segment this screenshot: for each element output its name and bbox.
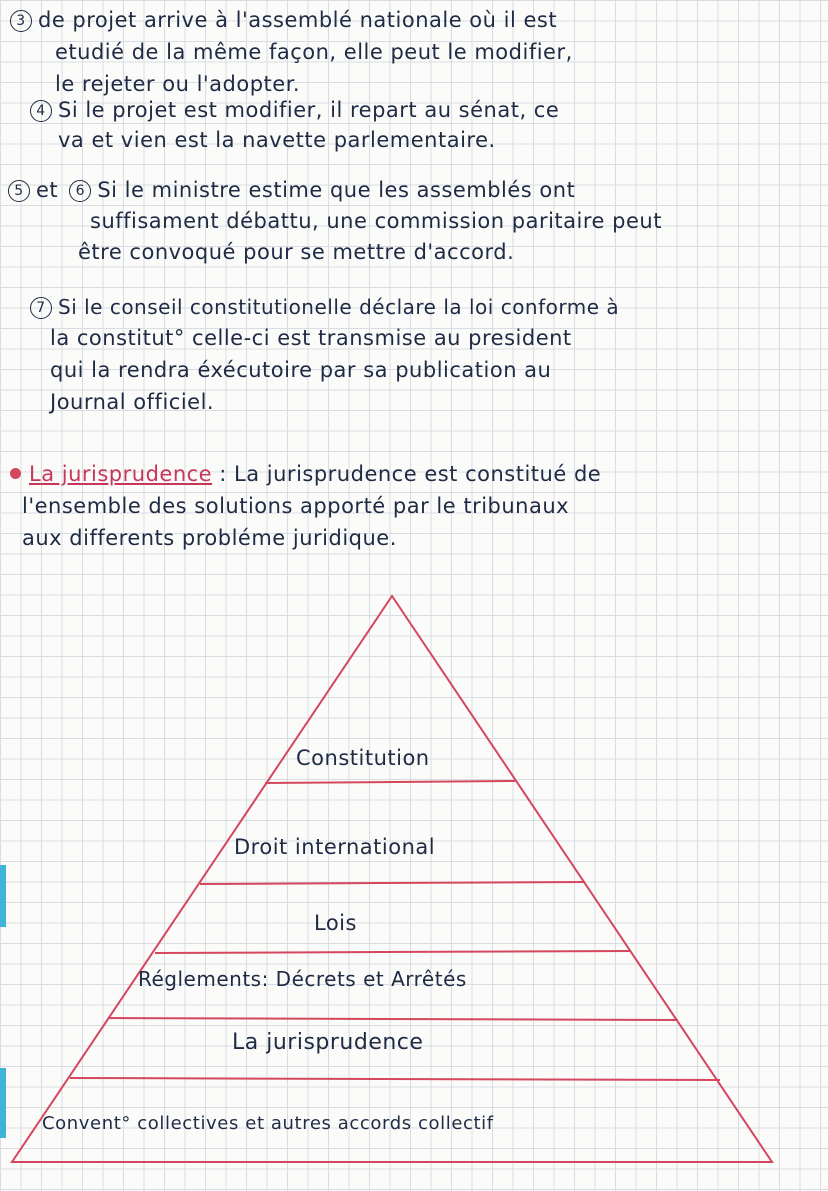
pyramid-level-reglements: Réglements: Décrets et Arrêtés (138, 967, 467, 991)
paragraph-56-connector: et (36, 178, 59, 202)
paragraph-3-text-1: de projet arrive à l'assemblé nationale où il est (38, 8, 558, 32)
pyramid-level-jurisprudence: La jurisprudence (232, 1030, 424, 1055)
paragraph-56-line-2: suffisament débattu, une commission paritaire peut (90, 209, 662, 233)
pyramid-level-conventions-collectives: Convent° collectives et autres accords collectif (42, 1113, 494, 1134)
jurisprudence-term: La jurisprudence (29, 462, 213, 486)
pyramid-outline (12, 596, 772, 1162)
paragraph-3-line-3: le rejeter ou l'adopter. (55, 72, 301, 96)
pyramid-divider-1 (265, 781, 515, 783)
paragraph-4-text-1: Si le projet est modifier, il repart au sénat, ce (58, 98, 560, 122)
pyramid-level-droit-international: Droit international (234, 835, 436, 859)
circled-number-4: 4 (30, 100, 52, 122)
paragraph-7-text-1: Si le conseil constitutionelle déclare la loi conforme à (58, 295, 620, 319)
paragraph-56-text-1: Si le ministre estime que les assemblés ont (97, 178, 576, 202)
paragraph-3-line-2: etudié de la même façon, elle peut le modifier, (55, 40, 573, 64)
circled-number-6: 6 (69, 180, 91, 202)
pyramid-level-lois: Lois (314, 911, 357, 935)
pyramid-divider-4 (108, 1018, 678, 1020)
jurisprudence-line-2: l'ensemble des solutions apporté par le tribunaux (22, 494, 570, 518)
paragraph-7-line-4: Journal officiel. (50, 390, 215, 414)
paragraph-56-line-3: être convoqué pour se mettre d'accord. (78, 240, 515, 264)
jurisprudence-definition-1: : La jurisprudence est constitué de (219, 462, 602, 486)
pyramid-divider-5 (70, 1078, 720, 1080)
circled-number-3: 3 (10, 10, 32, 32)
circled-number-5: 5 (8, 180, 30, 202)
paragraph-7-line-2: la constitut° celle-ci est transmise au president (50, 326, 572, 350)
pyramid-divider-3 (155, 951, 630, 953)
paragraph-7-line-3: qui la rendra éxécutoire par sa publication au (50, 358, 552, 382)
pyramid-divider-2 (200, 882, 585, 884)
jurisprudence-line-3: aux differents probléme juridique. (22, 526, 397, 550)
paragraph-4-line-2: va et vien est la navette parlementaire. (58, 128, 496, 152)
pyramid-level-constitution: Constitution (296, 746, 430, 770)
circled-number-7: 7 (30, 297, 52, 319)
